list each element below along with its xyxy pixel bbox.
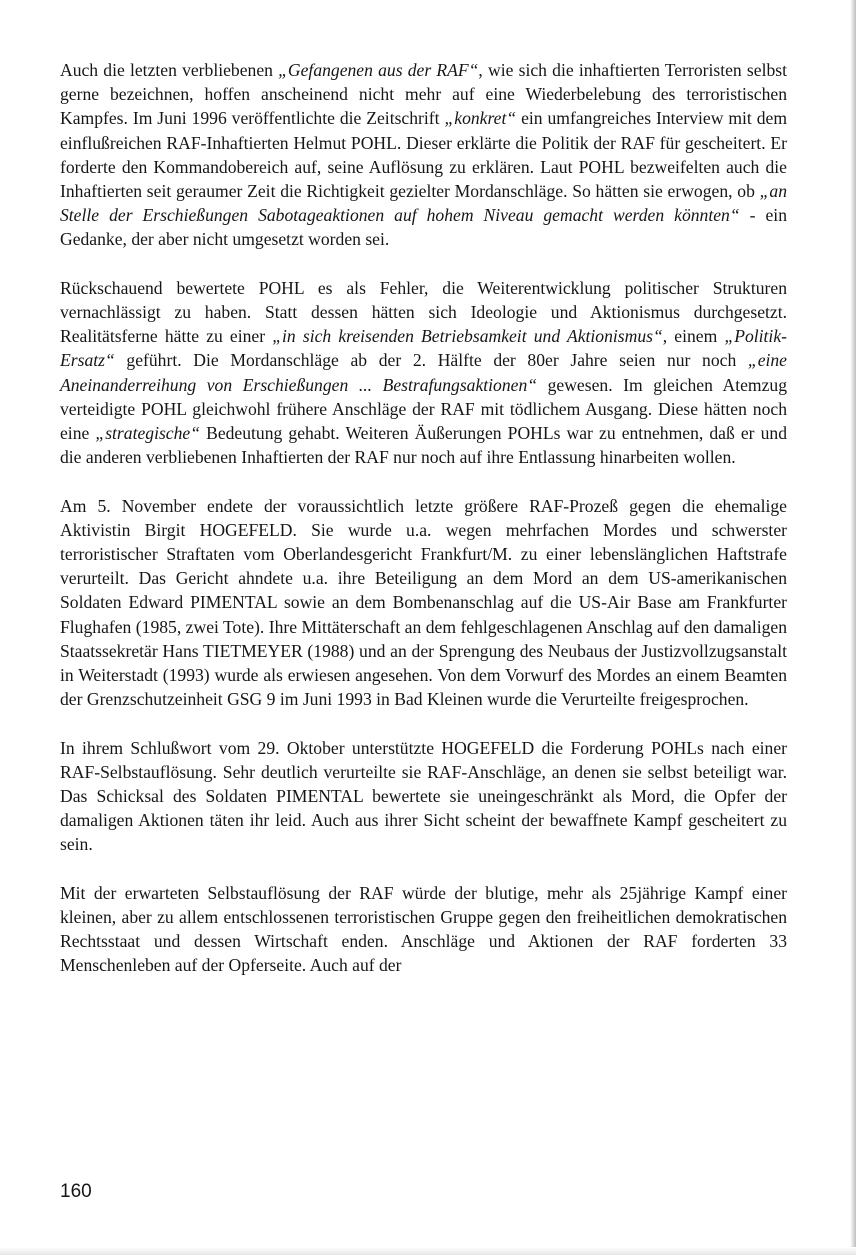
paragraph	[60, 736, 787, 857]
text-run: Bedeutung gehabt. Weiteren Äußerungen POHLs war zu entnehmen, daß er und die anderen verbliebenen Inhaftierten der RAF nur noch auf ihre Entlassung hinarbeiten wollen.	[60, 423, 788, 468]
quote-italic: „eine Aneinanderreihung von Erschießungen ... Bestrafungsaktionen“	[60, 350, 787, 395]
text-run: gewesen. Im gleichen Atemzug verteidigte POHL gleichwohl frühere Anschläge der RAF mit tödlichem Ausgang. Diese hätten noch eine	[60, 374, 787, 444]
text-run: Mit der erwarteten Selbstauflösung der RAF würde der blutige, mehr als 25jährige Kampf einer kleinen, aber zu allem entschlossenen terroristischen Gruppe gegen den freiheitlichen demokratischen Rechtsstaat und dessen Wirtschaft enden. Anschläge und Aktionen der RAF forderten 33 Menschenleben auf der Opferseite. Auch auf der	[60, 882, 787, 976]
quote-italic: „Politik-Ersatz“	[60, 326, 787, 371]
paragraph	[60, 881, 787, 978]
page-bottom-edge-shadow	[0, 1247, 856, 1255]
quote-italic: „Gefangenen aus der RAF“	[278, 60, 479, 80]
quote-italic: „in sich kreisenden Betriebsamkeit und Aktionismus“	[272, 326, 663, 347]
text-run: ein umfangreiches Interview mit dem einflußreichen RAF-Inhaftierten Helmut POHL. Dieser erklärte die Politik der RAF für gescheitert. Er forderte den Kommandobereich auf, seine Auflösung zu erklären. Laut POHL bezweifelten auch die Inhaftierten seit geraumer Zeit die Richtigkeit gezielter Mordanschläge. So hätten sie erwogen, ob	[60, 108, 788, 202]
page-right-edge-shadow	[850, 0, 856, 1255]
quote-italic: „konkret“	[444, 108, 517, 129]
text-run: Am 5. November endete der voraussichtlich letzte größere RAF-Prozeß gegen die ehemalige Aktivistin Birgit HOGEFELD. Sie wurde u.a. wegen mehrfachen Mordes und schwerster terroristischer Straftaten vom Oberlandesgericht Frankfurt/M. zu einer lebenslänglichen Haftstrafe verurteilt. Das Gericht ahndete u.a. ihre Beteiligung an dem Mord an dem US-amerikanischen Soldaten Edward PIMENTAL sowie an dem Bombenanschlag auf die US-Air Base am Frankfurter Flughafen (1985, zwei Tote). Ihre Mittäterschaft an dem fehlgeschlagenen Anschlag auf den damaligen Staatssekretär Hans TIETMEYER (1988) und an der Sprengung des Neubaus der Justizvollzugsanstalt in Weiterstadt (1993) wurde als erwiesen angesehen. Von dem Vorwurf des Mordes an einem Beamten der Grenzschutzeinheit GSG 9 im Juni 1993 in Bad Kleinen wurde die Verurteilte freigesprochen.	[60, 495, 787, 710]
paragraph	[60, 276, 787, 470]
text-run: Rückschauend bewertete POHL es als Fehler, die Weiterentwicklung politischer Strukturen vernachlässigt zu haben. Statt dessen hätten sich Ideologie und Aktionismus durchgesetzt. Realitätsferne hätte zu einer	[60, 277, 787, 347]
page-number: 160	[60, 1181, 92, 1202]
paragraph	[60, 494, 787, 712]
text-run: - ein Gedanke, der aber nicht umgesetzt worden sei.	[60, 205, 787, 250]
text-run: In ihrem Schlußwort vom 29. Oktober unterstützte HOGEFELD die Forderung POHLs nach einer RAF-Selbstauflösung. Sehr deutlich verurteilte sie RAF-Anschläge, an denen sie selbst beteiligt war. Das Schicksal des Soldaten PIMENTAL bewertete sie uneingeschränkt als Mord, die Opfer der damaligen Aktionen täten ihr leid. Auch aus ihrer Sicht scheint der bewaffnete Kampf gescheitert zu sein.	[60, 737, 787, 855]
text-run: geführt. Die Mordanschläge ab der 2. Hälfte der 80er Jahre seien nur noch	[114, 350, 748, 371]
paragraph	[60, 58, 787, 252]
text-run: , wie sich die inhaftierten Terroristen selbst gerne bezeichnen, hoffen anscheinend nicht mehr auf eine Wiederbelebung des terroristischen Kampfes. Im Juni 1996 veröffentlichte die Zeitschrift	[60, 60, 787, 129]
quote-italic: „an Stelle der Erschießungen Sabotageaktionen auf hohem Niveau gemacht werden könnten“	[60, 181, 787, 226]
body-text	[60, 58, 787, 978]
text-run: Auch die letzten verbliebenen	[60, 60, 279, 80]
text-run: , einem	[662, 326, 725, 347]
quote-italic: „strategische“	[95, 423, 200, 444]
